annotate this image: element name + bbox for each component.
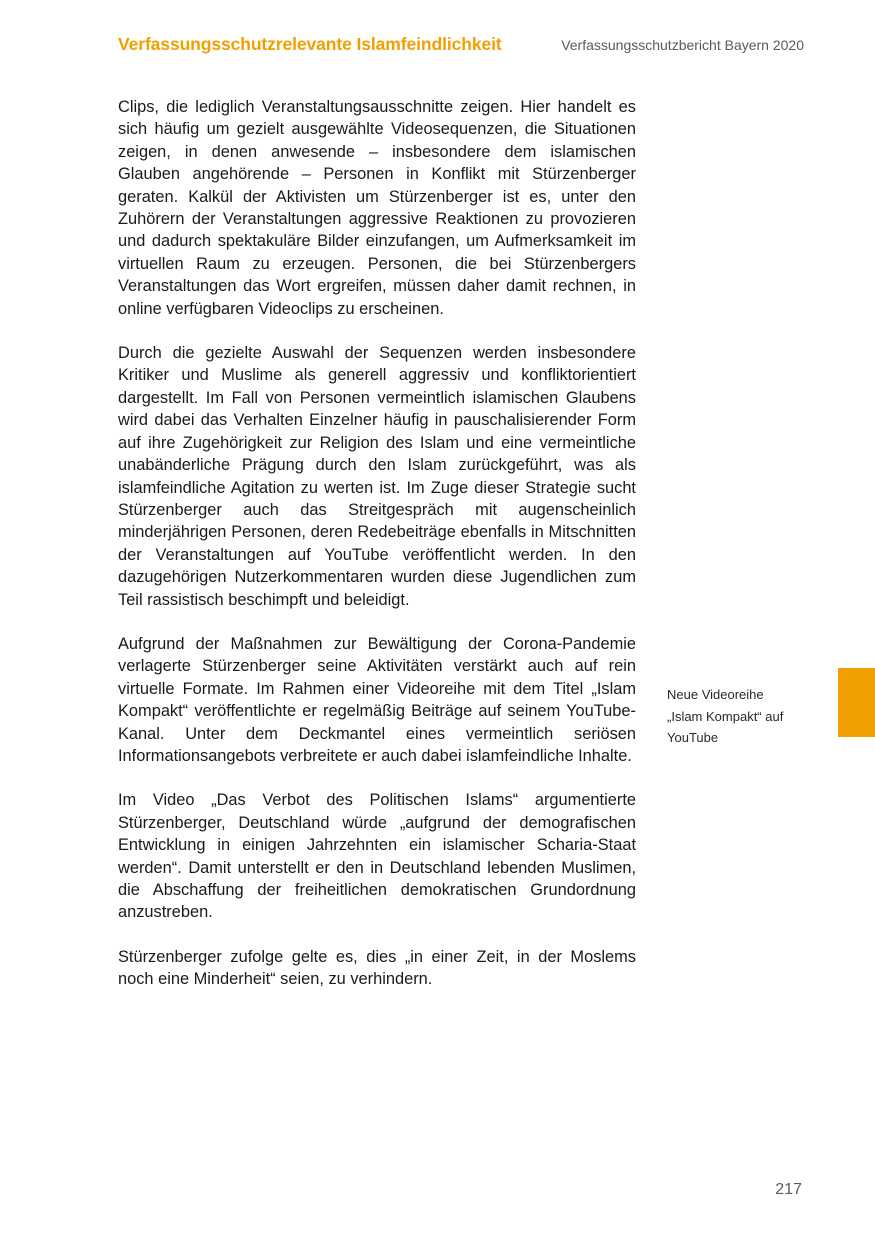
paragraph-1: Clips, die lediglich Veranstaltungsausschnitte zeigen. Hier handelt es sich häufig um gezielt ausgewählte Videosequenzen, die Situationen zeigen, in denen anwesende – insbesondere dem islamischen Glauben angehörende – Personen in Konflikt mit Stürzenberger geraten. Kalkül der Aktivisten um Stürzenberger ist es, unter den Zuhörern der Veranstaltungen aggressive Reaktionen zu provozieren und dadurch spektakuläre Bilder einzufangen, um Aufmerksamkeit im virtuellen Raum zu erzeugen. Personen, die bei Stürzenbergers Veranstaltungen das Wort ergreifen, müssen daher damit rechnen, in online verfügbaren Videoclips zu erscheinen.	[118, 98, 636, 318]
paragraph-5: Stürzenberger zufolge gelte es, dies „in einer Zeit, in der Moslems noch eine Minderheit“ seien, zu verhindern.	[118, 947, 636, 989]
margin-note-line-3: YouTube	[667, 730, 719, 745]
chapter-title: Verfassungsschutzrelevante Islamfeindlichkeit	[118, 34, 502, 54]
body-text	[118, 96, 636, 1013]
report-title: Verfassungsschutzbericht Bayern 2020	[561, 37, 804, 53]
margin-note	[667, 684, 817, 749]
paragraph-4: Im Video „Das Verbot des Politischen Islams“ argumentierte Stürzenberger, Deutschland würde „aufgrund der demografischen Entwicklung in einigen Jahrzehnten ein islamischer Scharia-Staat werden“. Damit unterstellt er den in Deutschland lebenden Muslimen, die Abschaffung der freiheitlichen demokratischen Grundordnung anzustreben.	[118, 791, 636, 922]
chapter-side-tab	[838, 668, 875, 737]
paragraph-2: Durch die gezielte Auswahl der Sequenzen werden insbesondere Kritiker und Muslime als generell aggressiv und konfliktorientiert dargestellt. Im Fall von Personen vermeintlich islamischen Glaubens wird dabei das Verhalten Einzelner häufig in pauschalisierender Form auf ihre Zugehörigkeit zur Religion des Islam und eine vermeintliche unabänderliche Prägung durch den Islam zurückgeführt, was als islamfeindliche Agitation zu werten ist. Im Zuge dieser Strategie sucht Stürzenberger auch das Streitgespräch mit augenscheinlich minderjährigen Personen, deren Redebeiträge ebenfalls in Mitschnitten der Veranstaltungen auf YouTube veröffentlicht werden. In den dazugehörigen Nutzerkommentaren wurden diese Jugendlichen zum Teil rassistisch beschimpft und beleidigt.	[118, 344, 636, 609]
paragraph-3: Aufgrund der Maßnahmen zur Bewältigung der Corona-Pandemie verlagerte Stürzenberger seine Aktivitäten verstärkt auch auf rein virtuelle Formate. Im Rahmen einer Videoreihe mit dem Titel „Islam Kompakt“ veröffentlichte er regelmäßig Beiträge auf seinem YouTube-Kanal. Unter dem Deckmantel eines vermeintlich seriösen Informationsangebots verbreitete er auch dabei islamfeindliche Inhalte.	[118, 634, 636, 765]
margin-note-line-2: „Islam Kompakt“ auf	[667, 708, 784, 724]
margin-note-line-1: Neue Videoreihe	[667, 687, 764, 702]
page-number: 217	[775, 1181, 802, 1198]
